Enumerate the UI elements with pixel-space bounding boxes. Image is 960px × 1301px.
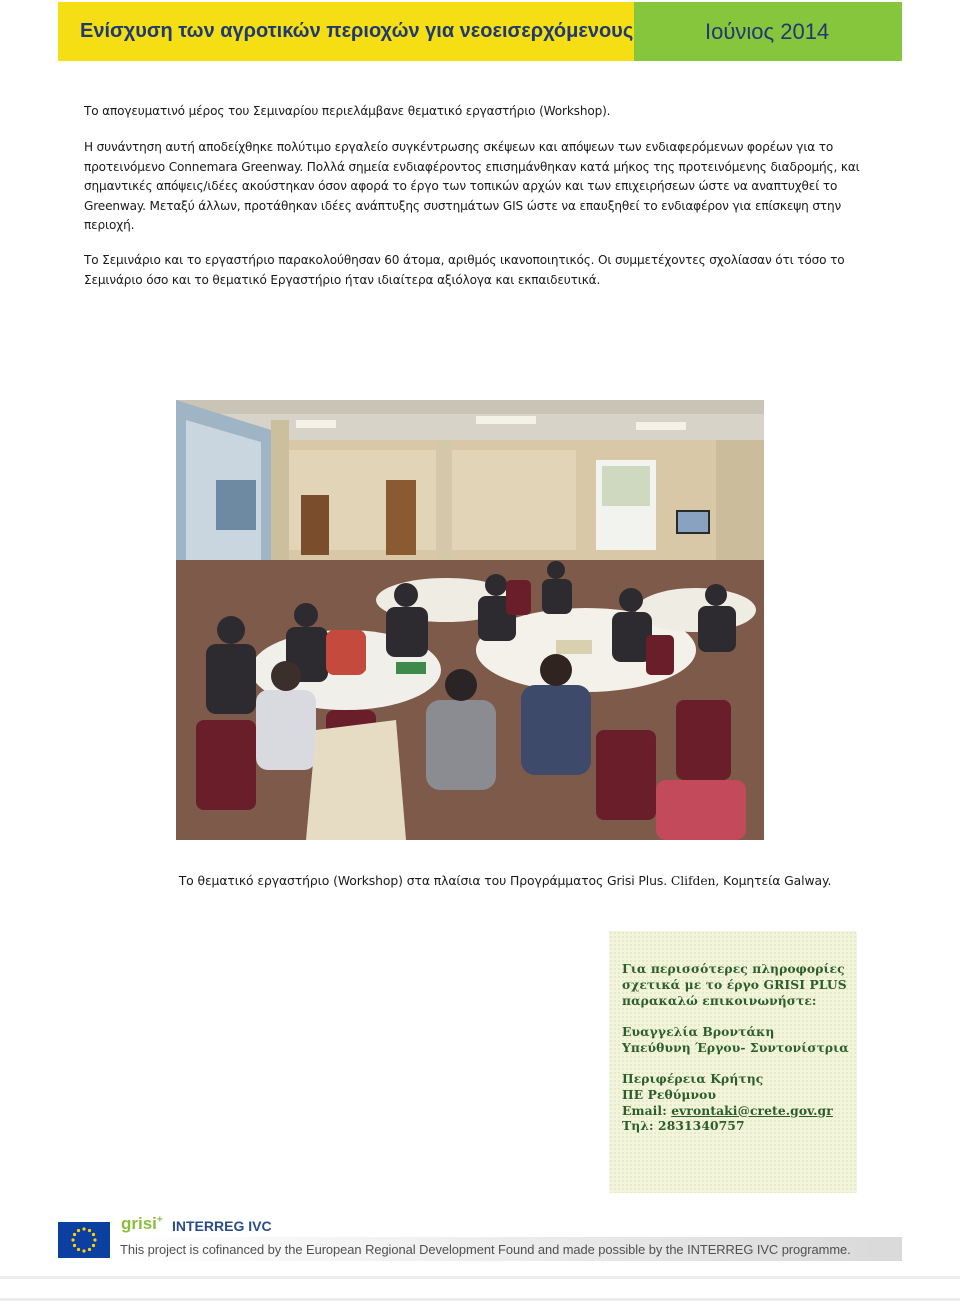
paragraph-attendance: Το Σεμινάριο και το εργαστήριο παρακολούθησαν 60 άτομα, αριθμός ικανοποιητικός. Οι συμμετέχοντες σχολίασαν ότι τόσο το Σεμινάριο όσο και το θεματικό Εργαστήριο ήταν ιδιαίτερα αξιόλογα και εκπαιδευτικά. (84, 253, 845, 287)
organization-line-1: Περιφέρεια Κρήτης (622, 1070, 764, 1086)
contact-name: Ευαγγελία Βροντάκη (622, 1023, 775, 1039)
email-row (622, 1103, 852, 1119)
eu-stars-icon (58, 1222, 110, 1258)
grisi-logo-plus: + (156, 1214, 163, 1226)
email-label: Email: (622, 1102, 667, 1118)
spacer (622, 1008, 852, 1024)
workshop-photo-illustration (176, 400, 764, 840)
grisi-logo (121, 1214, 163, 1234)
caption-region: Κομητεία Galway. (723, 873, 832, 888)
footer-cofinance-text: This project is cofinanced by the European Regional Development Found and made possible by the INTERREG IVC programme. (120, 1242, 851, 1257)
contact-info-content (622, 961, 852, 1134)
eu-flag-icon (58, 1222, 110, 1258)
page-header (58, 2, 902, 61)
email-link[interactable]: evrontaki@crete.gov.gr (671, 1102, 833, 1118)
header-date-panel (634, 2, 902, 61)
phone-number: Τηλ: 2831340757 (622, 1118, 745, 1134)
header-title-panel (58, 2, 634, 61)
header-title: Ενίσχυση των αγροτικών περιοχών για νεοεισερχόμενους (80, 20, 634, 42)
interreg-logo: INTERREG IVC (172, 1218, 272, 1234)
caption-main: Το θεματικό εργαστήριο (Workshop) στα πλαίσια του Προγράμματος Grisi Plus. (178, 873, 668, 888)
photo-caption (0, 873, 960, 888)
paragraph-greenway: Η συνάντηση αυτή αποδείχθηκε πολύτιμο εργαλείο συγκέντρωσης σκέψεων και απόψεων των ενδιαφερόμενων φορέων για το προτεινόμενο Connemara Greenway. Πολλά σημεία ενδιαφέροντος επισημάνθηκαν κατά μήκος της προτεινόμενης διαδρομής, και σημαντικές απόψεις/ιδέες ακούστηκαν όσον αφορά το έργο των τοπικών αρχών και των επιχειρήσεων ώστε να αναπτυχθεί το Greenway. Μεταξύ άλλων, προτάθηκαν ιδέες ανάπτυξης συστημάτων GIS ώστε να επαυξηθεί το ενδιαφέρον για επίσκεψη στην περιοχή. (84, 140, 860, 232)
info-intro-line-1: Για περισσότερες πληροφορίες (622, 961, 845, 976)
page-footer (58, 1212, 902, 1270)
paragraph-workshop-intro: Το απογευματινό μέρος του Σεμιναρίου περιελάμβανε θεματικό εργαστήριο (Workshop). (84, 104, 611, 118)
caption-place: Clifden, (670, 873, 720, 888)
contact-info-box (609, 931, 857, 1193)
organization-line-2: ΠΕ Ρεθύμνου (622, 1086, 717, 1102)
workshop-photo (176, 400, 764, 840)
spacer (622, 1055, 852, 1071)
grisi-logo-text: grisi (121, 1214, 157, 1233)
contact-role: Υπεύθυνη Έργου- Συντονίστρια (622, 1039, 849, 1055)
info-intro-line-3: παρακαλώ επικοινωνήστε: (622, 992, 817, 1008)
header-date: Ιούνιος 2014 (705, 18, 830, 44)
bottom-border-inner (0, 1279, 960, 1298)
info-intro-line-2: σχετικά με το έργο GRISI PLUS (622, 976, 847, 992)
